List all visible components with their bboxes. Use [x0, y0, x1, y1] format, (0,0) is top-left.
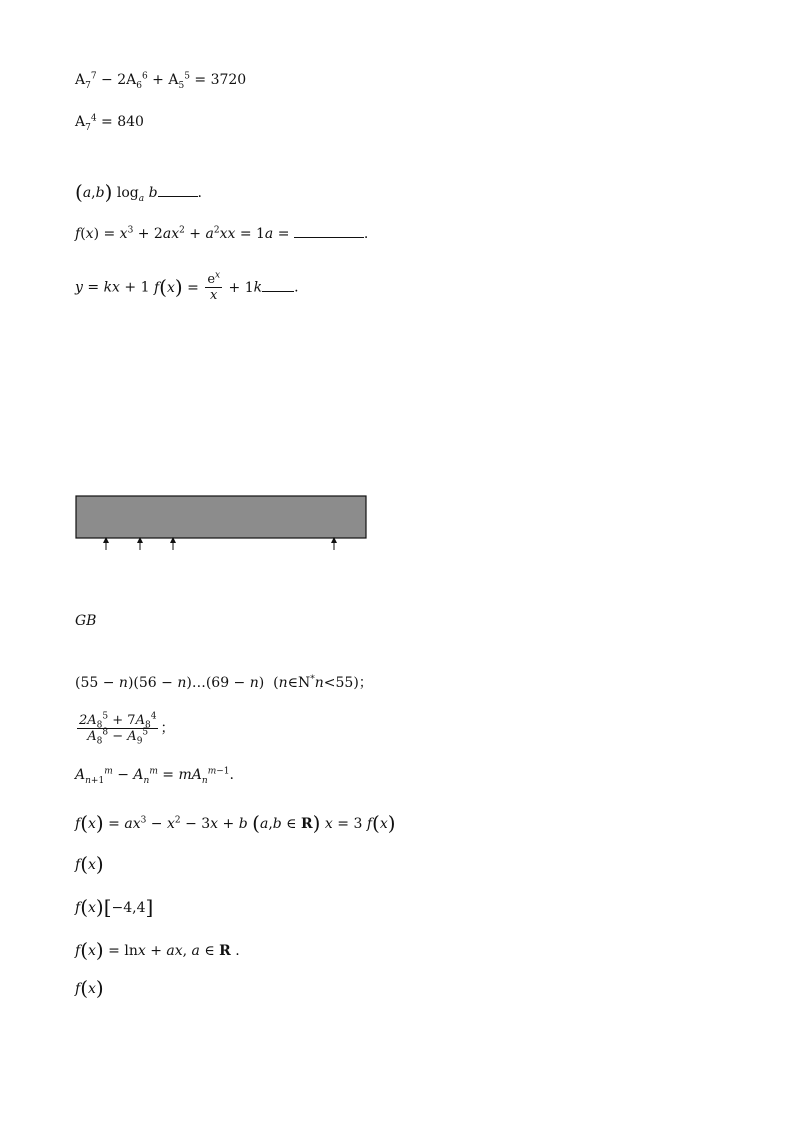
answer-blank[interactable] [262, 279, 294, 292]
formula-fraction: $\frac{2A_8^5 + 7A_8^4}{A_8^8 - A_9^5}$ [79, 711, 157, 747]
question-12: (a,b) $\log_a b$ . [75, 180, 202, 204]
question-18 [75, 940, 240, 961]
formula-f18: f(x) = lnx + ax, a ∈ R . [75, 938, 240, 962]
formula-product: (55 − n)(56 − n)…(69 − n) [75, 675, 265, 691]
formula-x1: x = 1 [227, 226, 265, 242]
byte-bar [76, 496, 366, 538]
formula-d: $A_7^4 = 840$ [75, 113, 144, 133]
formula-f17: $f(x) = ax^3 - x^2 - 3x + b$ (a,b ∈ R) [75, 811, 321, 835]
answer-blank[interactable] [158, 184, 198, 197]
question-17-part-1: f(x) [75, 852, 104, 876]
formula-proof: $A_{n+1}^m - A_n^m = mA_n^{m-1}$ [75, 766, 230, 786]
formula-f13: $f(x) = x^3 + 2ax^2 + a^2x$ [75, 225, 228, 242]
formula-interval: [−4,4] [103, 895, 154, 919]
option-c [75, 70, 246, 90]
formula-log: $\log_a b$ [116, 185, 158, 204]
question-16-part-2: $\frac{2A_8^5 + 7A_8^4}{A_8^8 - A_9^5}$ ； [79, 711, 175, 747]
formula-line: y = kx + 1 [75, 279, 150, 296]
question-14: y = kx + 1 f(x) = $\frac{e^x}{x}$ + 1k . [75, 270, 299, 303]
arrow-1 [103, 537, 109, 550]
formula-c: $A_7^7 - 2A_6^6 + A_5^5 = 3720$ [75, 71, 247, 91]
question-16-part-3: $A_{n+1}^m - A_n^m = mA_n^{m-1}$. [75, 766, 234, 786]
formula-pair: (a,b) [75, 180, 113, 204]
arrow-3 [170, 537, 176, 550]
arrow-2 [137, 537, 143, 550]
option-d [75, 112, 144, 132]
question-15-part-2: GB [75, 613, 97, 629]
formula-x3: x = 3 [324, 816, 363, 832]
question-13: $f(x) = x^3 + 2ax^2 + a^2xx = 1a$ = . [75, 225, 369, 242]
byte-diagram [70, 476, 390, 576]
question-16-part-1: (55 − n)(56 − n)…(69 − n) (n∈N*n<55)； [75, 674, 373, 691]
formula-curve: f(x) = $\frac{e^x}{x}$ + 1 [153, 270, 254, 303]
arrow-8 [331, 537, 337, 550]
answer-blank[interactable] [294, 225, 364, 238]
question-18-part-1: f(x) [75, 976, 104, 1000]
question-17: $f(x) = ax^3 - x^2 - 3x + b$ (a,b ∈ R) x = 3 f(x) [75, 811, 396, 835]
question-17-part-2: f(x)[−4,4] [75, 895, 154, 919]
formula-a-eq: a = [264, 226, 294, 242]
